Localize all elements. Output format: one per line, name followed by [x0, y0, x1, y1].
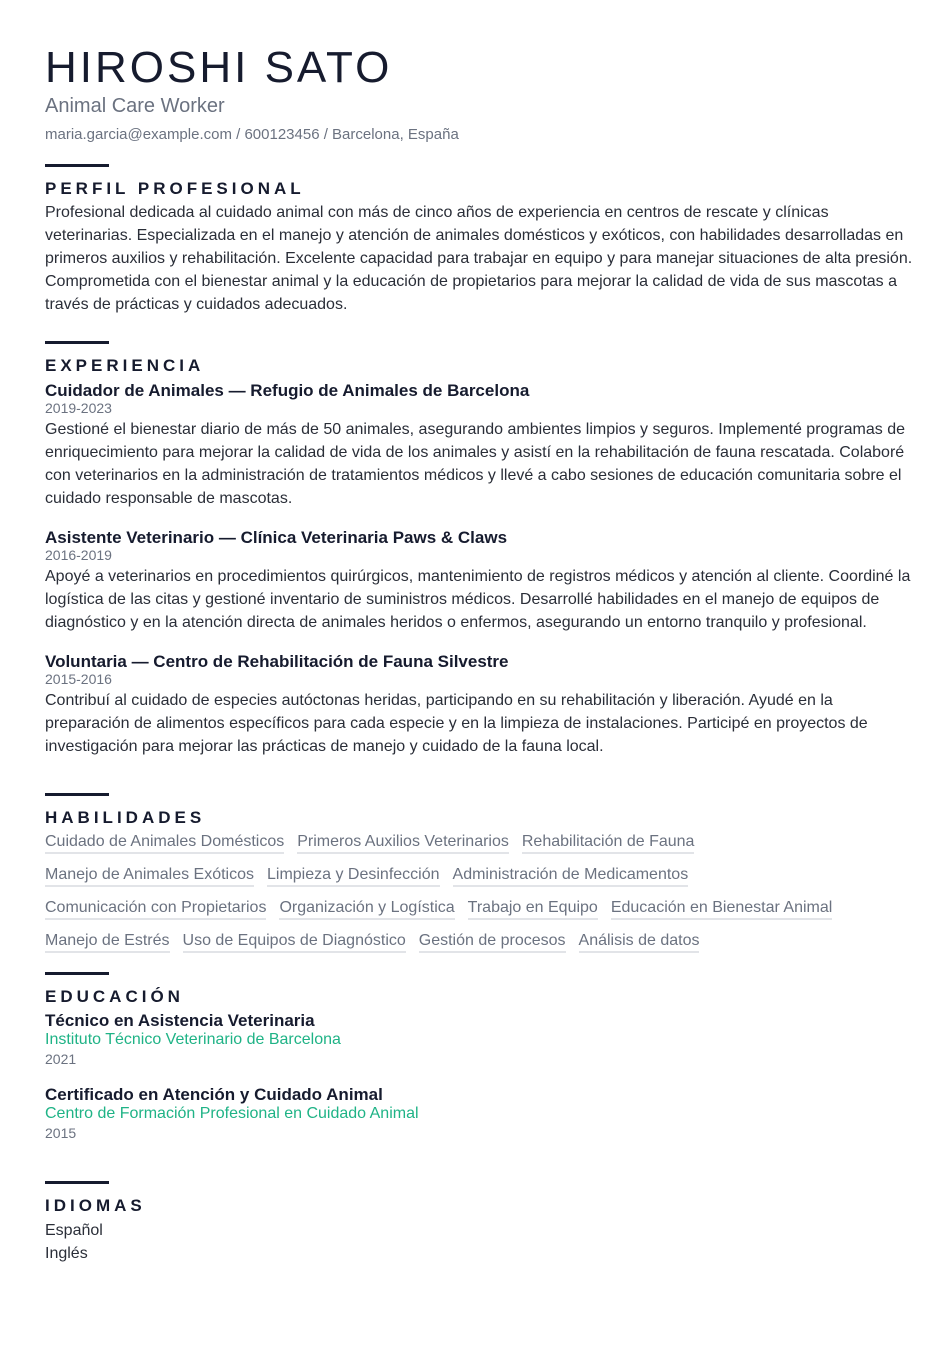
section-divider [45, 164, 109, 167]
section-divider [45, 793, 109, 796]
education-item [45, 1085, 915, 1143]
section-title: EDUCACIÓN [45, 987, 184, 1006]
language-item: Inglés [45, 1245, 88, 1262]
skill-tag: Limpieza y Desinfección [267, 865, 440, 887]
job-heading: Voluntaria — Centro de Rehabilitación de Fauna Silvestre [45, 652, 509, 671]
job-description: Gestioné el bienestar diario de más de 50 animales, asegurando ambientes limpios y seguros. Implementé programas de enriquecimiento para mejorar la calidad de vida de los animales y asistí en la rehabilitación de fauna rescatada. Colaboré con veterinarios en la administración de tratamientos médicos y llevé a cabo sesiones de educación comunitaria sobre el cuidado responsable de mascotas. [45, 421, 906, 507]
skill-tag: Comunicación con Propietarios [45, 898, 266, 920]
language-item: Español [45, 1222, 103, 1239]
education-year: 2021 [45, 1051, 77, 1067]
section-divider [45, 972, 109, 975]
section-skills [45, 793, 915, 964]
skill-tag: Organización y Logística [279, 898, 454, 920]
skill-tag: Análisis de datos [579, 931, 700, 953]
job-dates: 2015-2016 [45, 671, 112, 687]
skill-tag: Manejo de Animales Exóticos [45, 865, 254, 887]
job-dates: 2016-2019 [45, 547, 112, 563]
experience-item [45, 652, 915, 758]
profile-text: Profesional dedicada al cuidado animal con más de cinco años de experiencia en centros de rescate y clínicas veterinarias. Especializada en el manejo y atención de animales domésticos y exóticos, con habilidades desarrolladas en primeros auxilios y rehabilitación. Excelente capacidad para trabajar en equipo y para manejar situaciones de alta presión. Comprometida con el bienestar animal y la educación de propietarios para mejorar la calidad de vida de sus mascotas a través de prácticas y cuidados adecuados. [45, 204, 913, 313]
section-title: IDIOMAS [45, 1196, 146, 1215]
section-divider [45, 341, 109, 344]
skill-tag: Manejo de Estrés [45, 931, 170, 953]
skill-tag: Gestión de procesos [419, 931, 566, 953]
skill-tag: Rehabilitación de Fauna [522, 832, 695, 854]
skills-list [45, 832, 915, 964]
skill-tag: Educación en Bienestar Animal [611, 898, 832, 920]
section-experience [45, 341, 915, 758]
job-description: Apoyé a veterinarios en procedimientos quirúrgicos, mantenimiento de registros médicos y atención al cliente. Coordiné la logística de las citas y gestioné inventario de suministros médicos. Desarrollé habilidades en el manejo de equipos de diagnóstico y en la atención directa de animales heridos o enfermos, asegurando un entorno tranquilo y profesional. [45, 568, 911, 631]
experience-item [45, 381, 915, 510]
job-heading: Asistente Veterinario — Clínica Veterinaria Paws & Claws [45, 528, 508, 547]
education-degree: Técnico en Asistencia Veterinaria [45, 1011, 315, 1030]
section-title: HABILIDADES [45, 808, 206, 827]
job-dates: 2019-2023 [45, 400, 112, 416]
contact-info: maria.garcia@example.com / 600123456 / Barcelona, España [45, 126, 459, 143]
candidate-title: Animal Care Worker [45, 95, 225, 117]
skill-tag: Cuidado de Animales Domésticos [45, 832, 284, 854]
education-school: Instituto Técnico Veterinario de Barcelona [45, 1031, 341, 1048]
skill-tag: Primeros Auxilios Veterinarios [297, 832, 509, 854]
skill-tag: Uso de Equipos de Diagnóstico [183, 931, 406, 953]
section-languages [45, 1181, 915, 1265]
skill-tag: Trabajo en Equipo [468, 898, 598, 920]
candidate-name: HIROSHI SATO [45, 43, 393, 92]
section-education [45, 972, 915, 1143]
section-profile [45, 164, 915, 316]
job-heading: Cuidador de Animales — Refugio de Animales de Barcelona [45, 381, 530, 400]
job-description: Contribuí al cuidado de especies autóctonas heridas, participando en su rehabilitación y liberación. Ayudé en la preparación de alimentos específicos para cada especie y en la limpieza de instalaciones. Participé en proyectos de investigación para mejorar las prácticas de manejo y cuidado de la fauna local. [45, 692, 868, 755]
education-degree: Certificado en Atención y Cuidado Animal [45, 1085, 383, 1104]
education-school: Centro de Formación Profesional en Cuidado Animal [45, 1105, 419, 1122]
education-item [45, 1011, 915, 1069]
section-title: PERFIL PROFESIONAL [45, 179, 305, 198]
section-divider [45, 1181, 109, 1184]
education-year: 2015 [45, 1125, 77, 1141]
experience-item [45, 528, 915, 634]
skill-tag: Administración de Medicamentos [453, 865, 689, 887]
section-title: EXPERIENCIA [45, 356, 205, 375]
